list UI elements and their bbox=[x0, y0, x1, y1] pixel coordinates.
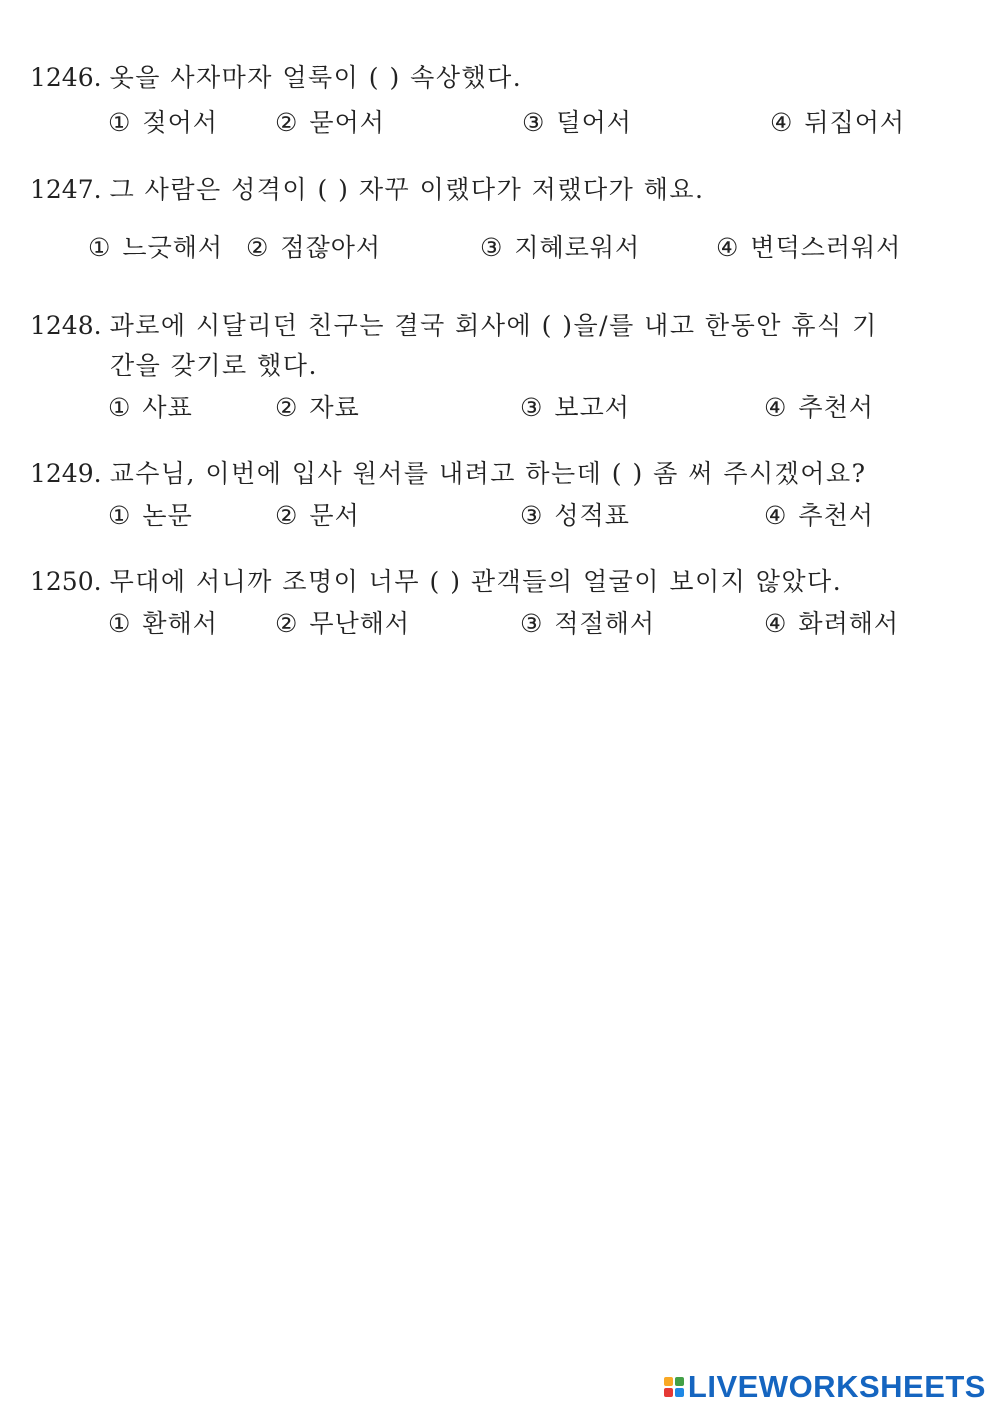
option-marker: ④ bbox=[770, 108, 793, 137]
option-4[interactable] bbox=[764, 498, 874, 534]
option-text: 논문 bbox=[142, 501, 193, 530]
option-marker: ① bbox=[88, 233, 111, 262]
question-stem bbox=[30, 60, 522, 96]
option-4[interactable] bbox=[764, 390, 874, 426]
question-text: 그 사람은 성격이 ( ) 자꾸 이랬다가 저랬다가 해요. bbox=[109, 175, 705, 204]
question-stem bbox=[30, 308, 878, 344]
question-number: 1246. bbox=[30, 63, 102, 92]
option-text: 환해서 bbox=[142, 609, 218, 638]
option-2[interactable] bbox=[275, 390, 360, 426]
option-marker: ④ bbox=[764, 501, 787, 530]
option-text: 변덕스러워서 bbox=[750, 233, 902, 262]
option-text: 자료 bbox=[309, 393, 360, 422]
question-text: 옷을 사자마자 얼룩이 ( ) 속상했다. bbox=[109, 63, 523, 92]
option-text: 점잖아서 bbox=[280, 233, 382, 262]
option-text: 추천서 bbox=[798, 501, 874, 530]
option-text: 적절해서 bbox=[554, 609, 656, 638]
option-marker: ④ bbox=[764, 609, 787, 638]
option-1[interactable] bbox=[108, 105, 218, 141]
option-3[interactable] bbox=[520, 498, 630, 534]
option-text: 화려해서 bbox=[798, 609, 900, 638]
question-stem bbox=[30, 564, 842, 600]
brand-name: LIVEWORKSHEETS bbox=[687, 1369, 986, 1404]
option-marker: ③ bbox=[480, 233, 503, 262]
option-marker: ② bbox=[275, 393, 298, 422]
question-number: 1249. bbox=[30, 459, 102, 488]
option-text: 문서 bbox=[309, 501, 360, 530]
logo-square bbox=[664, 1377, 673, 1386]
question-text-continued: 간을 갖기로 했다. bbox=[110, 351, 318, 380]
option-marker: ① bbox=[108, 108, 131, 137]
option-marker: ③ bbox=[520, 609, 543, 638]
option-text: 젖어서 bbox=[142, 108, 218, 137]
option-text: 뒤집어서 bbox=[804, 108, 906, 137]
question-text: 무대에 서니까 조명이 너무 ( ) 관객들의 얼굴이 보이지 않았다. bbox=[109, 567, 843, 596]
option-marker: ④ bbox=[716, 233, 739, 262]
logo-square bbox=[675, 1388, 684, 1397]
option-text: 사표 bbox=[142, 393, 193, 422]
option-text: 추천서 bbox=[798, 393, 874, 422]
option-text: 느긋해서 bbox=[122, 233, 224, 262]
question-number: 1248. bbox=[30, 311, 102, 340]
question-number: 1250. bbox=[30, 567, 102, 596]
option-marker: ② bbox=[275, 501, 298, 530]
question-stem bbox=[30, 172, 704, 208]
logo-square bbox=[664, 1388, 673, 1397]
option-4[interactable] bbox=[770, 105, 905, 141]
option-text: 성적표 bbox=[554, 501, 630, 530]
option-2[interactable] bbox=[275, 606, 410, 642]
option-2[interactable] bbox=[275, 105, 385, 141]
option-marker: ① bbox=[108, 501, 131, 530]
option-1[interactable] bbox=[108, 390, 193, 426]
option-4[interactable] bbox=[716, 230, 901, 266]
logo-square bbox=[675, 1377, 684, 1386]
option-2[interactable] bbox=[275, 498, 360, 534]
option-text: 묻어서 bbox=[309, 108, 385, 137]
option-text: 지혜로워서 bbox=[514, 233, 641, 262]
option-3[interactable] bbox=[520, 606, 655, 642]
option-marker: ② bbox=[275, 609, 298, 638]
option-marker: ③ bbox=[520, 393, 543, 422]
question-number: 1247. bbox=[30, 175, 102, 204]
option-3[interactable] bbox=[520, 390, 630, 426]
option-4[interactable] bbox=[764, 606, 899, 642]
question-stem bbox=[30, 456, 867, 492]
option-3[interactable] bbox=[480, 230, 640, 266]
option-text: 무난해서 bbox=[309, 609, 411, 638]
question-text: 과로에 시달리던 친구는 결국 회사에 ( )을/를 내고 한동안 휴식 기 bbox=[109, 311, 878, 340]
question-text: 교수님, 이번에 입사 원서를 내려고 하는데 ( ) 좀 써 주시겠어요? bbox=[109, 459, 867, 488]
option-marker: ③ bbox=[520, 501, 543, 530]
option-marker: ② bbox=[275, 108, 298, 137]
option-1[interactable] bbox=[108, 606, 218, 642]
option-1[interactable] bbox=[108, 498, 193, 534]
option-1[interactable] bbox=[88, 230, 223, 266]
option-marker: ① bbox=[108, 609, 131, 638]
option-text: 보고서 bbox=[554, 393, 630, 422]
option-marker: ② bbox=[246, 233, 269, 262]
option-marker: ① bbox=[108, 393, 131, 422]
liveworksheets-logo[interactable] bbox=[664, 1370, 986, 1404]
liveworksheets-logo-icon bbox=[664, 1377, 684, 1397]
option-2[interactable] bbox=[246, 230, 381, 266]
option-text: 덜어서 bbox=[556, 108, 632, 137]
option-3[interactable] bbox=[522, 105, 632, 141]
option-marker: ④ bbox=[764, 393, 787, 422]
option-marker: ③ bbox=[522, 108, 545, 137]
